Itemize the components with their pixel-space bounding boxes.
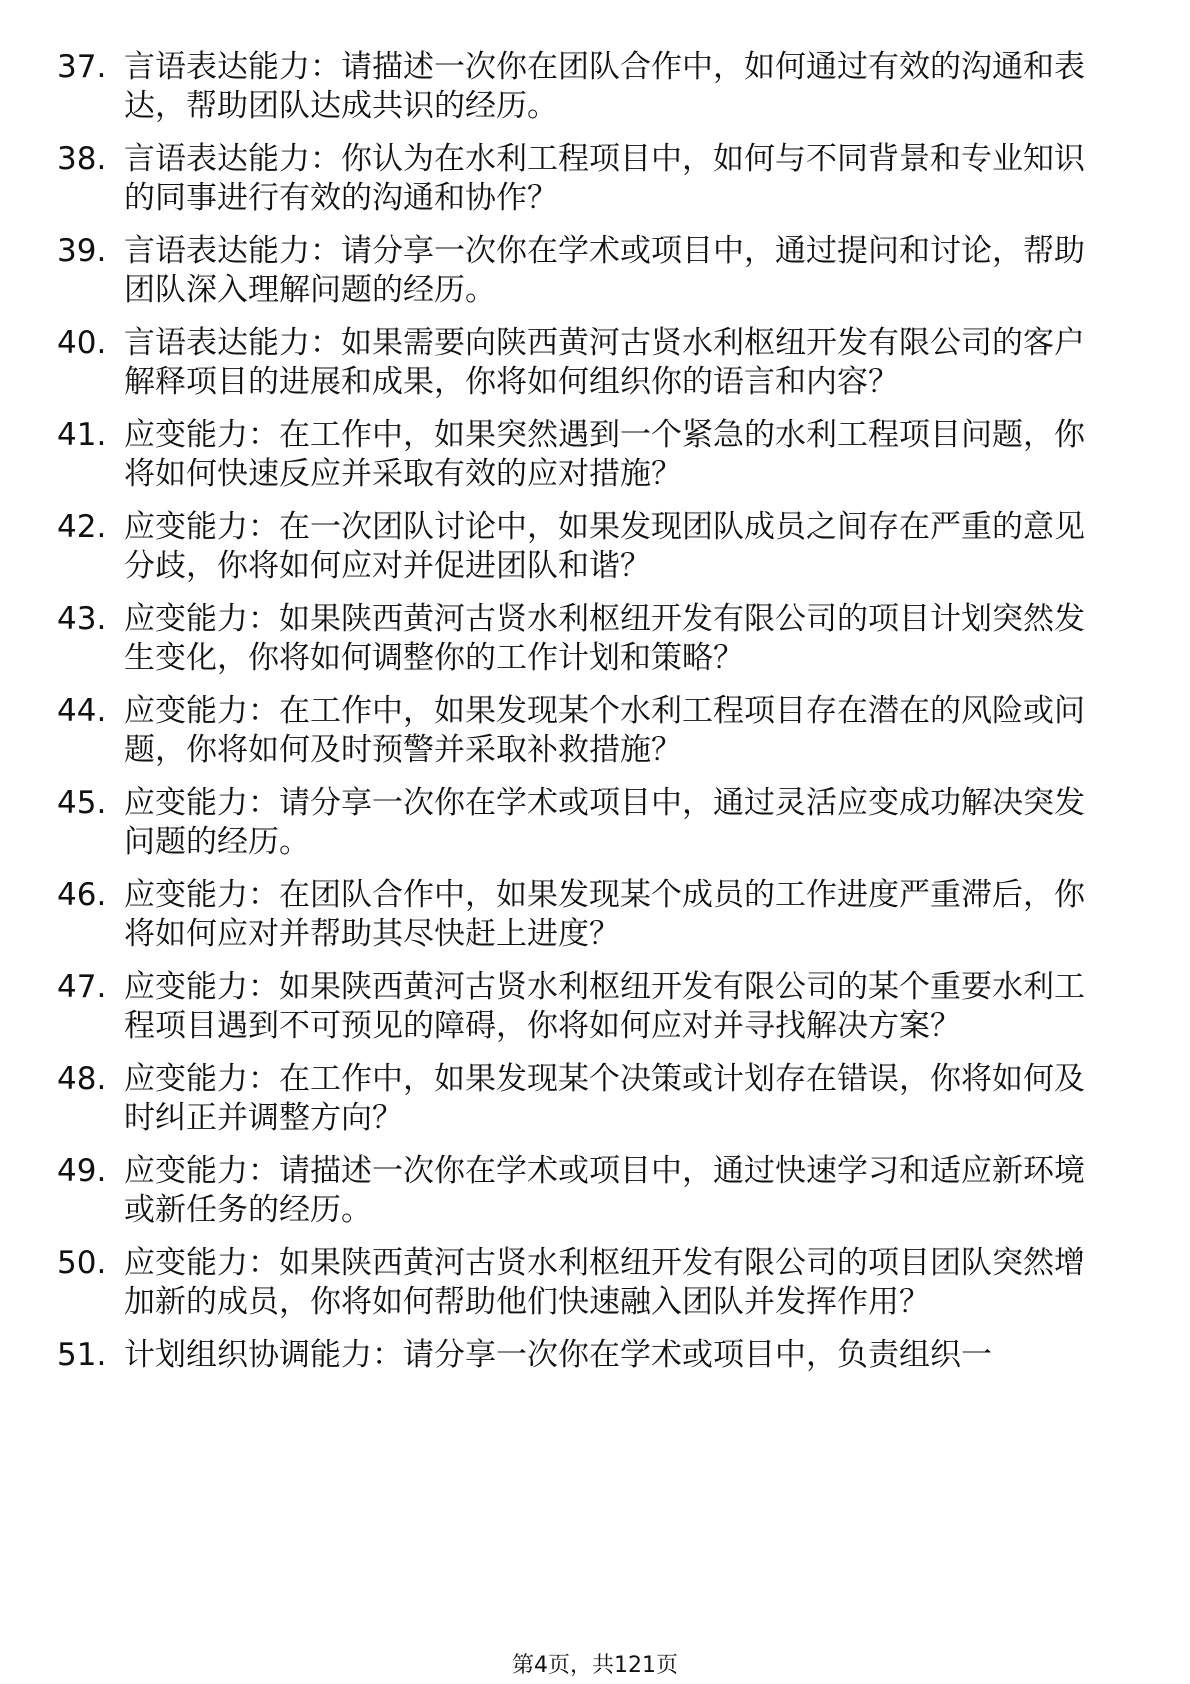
question-number: 41.	[57, 417, 107, 453]
question-text: 应变能力：如果陕西黄河古贤水利枢纽开发有限公司的项目计划突然发生变化，你将如何调整你的工作计划和策略？	[124, 601, 1085, 676]
question-item-48	[0, 1060, 1190, 1138]
question-text: 应变能力：请描述一次你在学术或项目中，通过快速学习和适应新环境或新任务的经历。	[124, 1153, 1085, 1228]
question-text: 应变能力：请分享一次你在学术或项目中，通过灵活应变成功解决突发问题的经历。	[124, 785, 1085, 860]
question-number: 47.	[57, 969, 107, 1005]
question-text: 应变能力：在团队合作中，如果发现某个成员的工作进度严重滞后，你将如何应对并帮助其尽快赶上进度？	[124, 877, 1085, 952]
question-number: 51.	[57, 1337, 107, 1373]
question-item-44	[0, 692, 1190, 770]
question-number: 37.	[57, 49, 107, 85]
question-text: 应变能力：在工作中，如果发现某个水利工程项目存在潜在的风险或问题，你将如何及时预警并采取补救措施？	[124, 693, 1085, 768]
question-number: 49.	[57, 1153, 107, 1189]
question-text: 应变能力：在工作中，如果发现某个决策或计划存在错误，你将如何及时纠正并调整方向？	[124, 1061, 1085, 1136]
question-number: 39.	[57, 233, 107, 269]
question-item-49	[0, 1152, 1190, 1230]
question-text: 应变能力：如果陕西黄河古贤水利枢纽开发有限公司的某个重要水利工程项目遇到不可预见的障碍，你将如何应对并寻找解决方案？	[124, 969, 1085, 1044]
question-number: 45.	[57, 785, 107, 821]
question-number: 40.	[57, 325, 107, 361]
question-item-39	[0, 232, 1190, 310]
question-item-43	[0, 600, 1190, 678]
question-number: 46.	[57, 877, 107, 913]
question-text: 言语表达能力：如果需要向陕西黄河古贤水利枢纽开发有限公司的客户解释项目的进展和成果，你将如何组织你的语言和内容？	[124, 325, 1085, 400]
question-text: 计划组织协调能力：请分享一次你在学术或项目中，负责组织一	[124, 1337, 992, 1373]
question-list	[0, 48, 1190, 1389]
question-item-41	[0, 416, 1190, 494]
question-item-40	[0, 324, 1190, 402]
question-item-37	[0, 48, 1190, 126]
question-item-51	[0, 1336, 1190, 1375]
page-footer: 第4页，共121页	[512, 1653, 678, 1678]
question-text: 言语表达能力：请分享一次你在学术或项目中，通过提问和讨论，帮助团队深入理解问题的经历。	[124, 233, 1085, 308]
question-item-46	[0, 876, 1190, 954]
question-number: 50.	[57, 1245, 107, 1281]
question-number: 48.	[57, 1061, 107, 1097]
question-item-50	[0, 1244, 1190, 1322]
question-item-47	[0, 968, 1190, 1046]
question-text: 言语表达能力：请描述一次你在团队合作中，如何通过有效的沟通和表达，帮助团队达成共识的经历。	[124, 49, 1085, 124]
question-number: 38.	[57, 141, 107, 177]
question-text: 应变能力：在工作中，如果突然遇到一个紧急的水利工程项目问题，你将如何快速反应并采取有效的应对措施？	[124, 417, 1085, 492]
question-number: 43.	[57, 601, 107, 637]
question-text: 应变能力：如果陕西黄河古贤水利枢纽开发有限公司的项目团队突然增加新的成员，你将如何帮助他们快速融入团队并发挥作用？	[124, 1245, 1085, 1320]
question-text: 言语表达能力：你认为在水利工程项目中，如何与不同背景和专业知识的同事进行有效的沟通和协作？	[124, 141, 1085, 216]
question-item-42	[0, 508, 1190, 586]
question-text: 应变能力：在一次团队讨论中，如果发现团队成员之间存在严重的意见分歧，你将如何应对并促进团队和谐？	[124, 509, 1085, 584]
question-item-38	[0, 140, 1190, 218]
question-item-45	[0, 784, 1190, 862]
question-number: 44.	[57, 693, 107, 729]
question-number: 42.	[57, 509, 107, 545]
